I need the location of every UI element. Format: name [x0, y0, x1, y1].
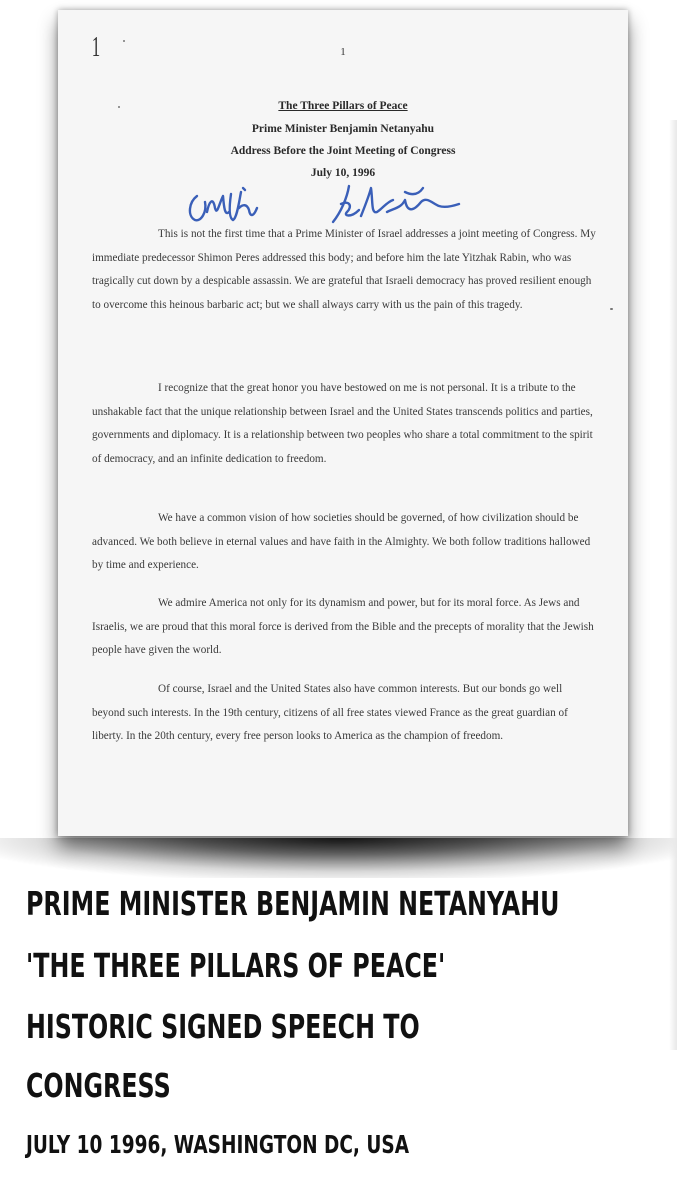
caption-date-location: JULY 10 1996, WASHINGTON DC, USA	[26, 1130, 410, 1159]
paragraph-2: I recognize that the great honor you have bestowed on me is not personal. It is a tribute to the unshakable fact that the unique relationship between Israel and the United States transcends politics and parties, governments and diplomacy. It is a relationship between two peoples who share a total commitment to the spirit of democracy, and an infinite dedication to freedom.	[92, 382, 593, 465]
paragraph-5: Of course, Israel and the United States also have common interests. But our bonds go well beyond such interests. In the 19th century, citizens of all free states viewed France as the great guardian of liberty. In the 20th century, every free person looks to America as the champion of freedom.	[92, 683, 568, 742]
author-line: Prime Minister Benjamin Netanyahu	[251, 123, 435, 135]
paragraph-4: We admire America not only for its dynamism and power, but for its moral force. As Jews and Israelis, we are proud that this moral force is derived from the Bible and the precepts of morality that the Jewish people have given the world.	[92, 597, 594, 656]
paragraph-3: We have a common vision of how societies should be governed, of how civilization should be advanced. We both believe in eternal values and have faith in the Almighty. We both follow traditions hallowed by time and experience.	[92, 512, 591, 571]
date-line: July 10, 1996	[310, 167, 376, 179]
paragraph-1: This is not the first time that a Prime Minister of Israel addresses a joint meeting of Congress. My immediate predecessor Shimon Peres addressed this body; and before him the late Yitzhak Rabin, who was tragically cut down by a despicable assassin. We are grateful that Israeli democracy has proved resilient enough to overcome this heinous barbaric act; but we shall always carry with us the pain of this tragedy.	[92, 228, 596, 311]
caption-line-4: CONGRESS	[26, 1066, 171, 1105]
occasion-line: Address Before the Joint Meeting of Congress	[230, 145, 456, 157]
paper-speck	[123, 40, 125, 42]
page-drop-shadow	[0, 838, 677, 878]
paper-speck	[610, 308, 613, 310]
document-page	[58, 10, 628, 836]
caption-line-3: HISTORIC SIGNED SPEECH TO	[26, 1007, 420, 1046]
page-mark: 1	[91, 32, 101, 63]
caption-line-2: 'THE THREE PILLARS OF PEACE'	[26, 946, 446, 985]
document-title: The Three Pillars of Peace	[278, 100, 408, 112]
page-number: 1	[340, 46, 346, 58]
right-edge-fade	[669, 120, 677, 1050]
caption-line-1: PRIME MINISTER BENJAMIN NETANYAHU	[26, 884, 560, 923]
